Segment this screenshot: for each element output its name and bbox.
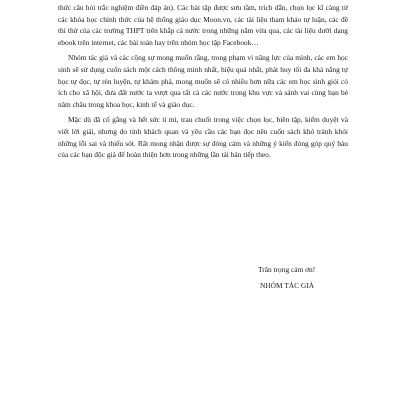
- body-text: [58, 2, 348, 165]
- paragraph-wishes: Nhóm tác giả và các cộng sự mong muốn rằng, trong phạm vi năng lực của mình, các em học sinh sẽ sử dụng cuốn sách một cách thông minh nhất, hiệu quả nhất, phát huy tối đa khả năng tự học tự đọc, tự rèn luyện, tự khám phá, mong muốn sẽ có nhiều hơn nữa các em học sinh giỏi có ích cho xã hội, đưa đất nước ta vượt qua tất cả các nước trong khu vực và sánh vai cùng bạn bè năm châu trong khoa học, kinh tế và giáo dục.: [58, 53, 348, 109]
- author-signature: NHÓM TÁC GIẢ: [260, 281, 315, 290]
- closing-line: Trân trọng cảm ơn!: [258, 265, 316, 274]
- paragraph-apology: Mặc dù đã cố gắng và hết sức tỉ mỉ, trau chuốt trong việc chọn lọc, biên tập, kiểm duyệt và viết lời giải, nhưng do tính khách quan và yêu cầu các bạn đọc nên cuốn sách khó tránh khỏi những lỗi sai và thiếu sót. Rất mong nhận được sự đóng cảm và những ý kiến đóng góp quý báu của các bạn độc giả để hoàn thiện hơn trong những lần tái bản tiếp theo.: [58, 115, 348, 160]
- paragraph-continuation: thức câu hỏi trắc nghiệm điền đáp án). Các bài tập được sưu tầm, trích dẫn, chọn lọc kĩ càng từ các khóa học chính thức của hệ thống giáo dục Moon.vn, các tài liệu tham khảo tự luận, các đề thi thử của các trường THPT trên khắp cả nước trong những năm vừa qua, các tài liệu dưới dạng ebook trên internet, các bài toán hay trên nhóm học tập Facebook…: [58, 3, 348, 47]
- signature-block: [258, 262, 378, 294]
